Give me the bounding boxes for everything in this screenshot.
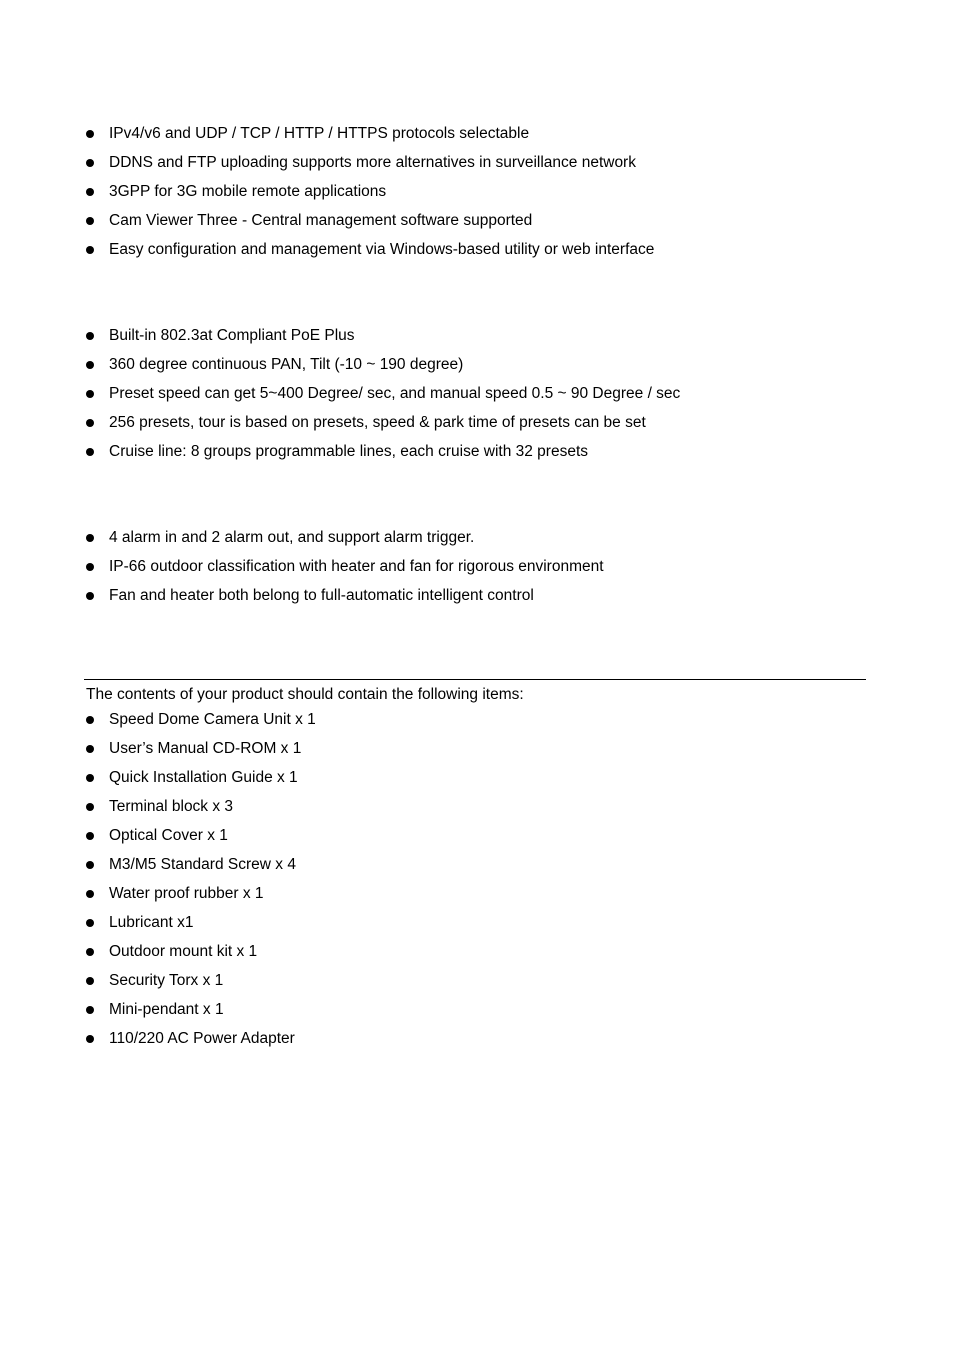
list-item [86,826,316,855]
bullet-icon [86,716,94,724]
bullet-icon [86,390,94,398]
list-item [86,855,316,884]
bullet-icon [86,890,94,898]
list-item [86,182,654,211]
list-item [86,739,316,768]
list-item-text: User’s Manual CD-ROM x 1 [109,740,302,757]
list-item [86,1029,316,1058]
list-item-text: Fan and heater both belong to full-automatic intelligent control [109,587,534,604]
list-item-text: Built-in 802.3at Compliant PoE Plus [109,327,355,344]
bullet-icon [86,419,94,427]
list-item-text: Cam Viewer Three - Central management software supported [109,212,533,229]
list-item [86,442,680,471]
package-contents-list [86,710,316,1058]
list-item-text: Outdoor mount kit x 1 [109,943,258,960]
list-item-text: Preset speed can get 5~400 Degree/ sec, and manual speed 0.5 ~ 90 Degree / sec [109,385,681,402]
list-item-text: Speed Dome Camera Unit x 1 [109,711,316,728]
list-item [86,153,654,182]
bullet-icon [86,448,94,456]
list-item [86,557,604,586]
environment-features-list [86,528,604,615]
bullet-icon [86,948,94,956]
list-item [86,710,316,739]
bullet-icon [86,1006,94,1014]
list-item [86,768,316,797]
bullet-icon [86,159,94,167]
list-item-text: Lubricant x1 [109,914,194,931]
list-item [86,1000,316,1029]
list-item-text: Terminal block x 3 [109,798,234,815]
list-item-text: DDNS and FTP uploading supports more alternatives in surveillance network [109,154,636,171]
bullet-icon [86,803,94,811]
bullet-icon [86,861,94,869]
list-item [86,884,316,913]
list-item-text: 4 alarm in and 2 alarm out, and support alarm trigger. [109,529,475,546]
bullet-icon [86,832,94,840]
list-item-text: Security Torx x 1 [109,972,224,989]
package-contents-intro: The contents of your product should contain the following items: [86,686,524,703]
list-item-text: Cruise line: 8 groups programmable lines, each cruise with 32 presets [109,443,589,460]
section-divider [84,679,866,680]
list-item-text: 110/220 AC Power Adapter [109,1030,295,1047]
list-item-text: 256 presets, tour is based on presets, speed & park time of presets can be set [109,414,646,431]
list-item [86,124,654,153]
list-item [86,913,316,942]
list-item [86,586,604,615]
list-item [86,797,316,826]
list-item-text: Mini-pendant x 1 [109,1001,224,1018]
ptz-features-list [86,326,680,471]
bullet-icon [86,592,94,600]
list-item-text: Quick Installation Guide x 1 [109,769,298,786]
list-item-text: IPv4/v6 and UDP / TCP / HTTP / HTTPS protocols selectable [109,125,530,142]
bullet-icon [86,246,94,254]
bullet-icon [86,977,94,985]
list-item [86,240,654,269]
bullet-icon [86,534,94,542]
bullet-icon [86,217,94,225]
list-item-text: M3/M5 Standard Screw x 4 [109,856,296,873]
list-item-text: 360 degree continuous PAN, Tilt (-10 ~ 190 degree) [109,356,464,373]
list-item-text: 3GPP for 3G mobile remote applications [109,183,387,200]
list-item [86,528,604,557]
list-item [86,971,316,1000]
list-item [86,211,654,240]
list-item [86,942,316,971]
bullet-icon [86,774,94,782]
list-item-text: Water proof rubber x 1 [109,885,264,902]
list-item [86,355,680,384]
list-item [86,413,680,442]
list-item [86,384,680,413]
network-features-list [86,124,654,269]
bullet-icon [86,563,94,571]
bullet-icon [86,188,94,196]
bullet-icon [86,1035,94,1043]
bullet-icon [86,332,94,340]
bullet-icon [86,745,94,753]
list-item-text: Optical Cover x 1 [109,827,228,844]
bullet-icon [86,130,94,138]
list-item-text: IP-66 outdoor classification with heater and fan for rigorous environment [109,558,604,575]
list-item-text: Easy configuration and management via Windows-based utility or web interface [109,241,655,258]
bullet-icon [86,919,94,927]
bullet-icon [86,361,94,369]
list-item [86,326,680,355]
